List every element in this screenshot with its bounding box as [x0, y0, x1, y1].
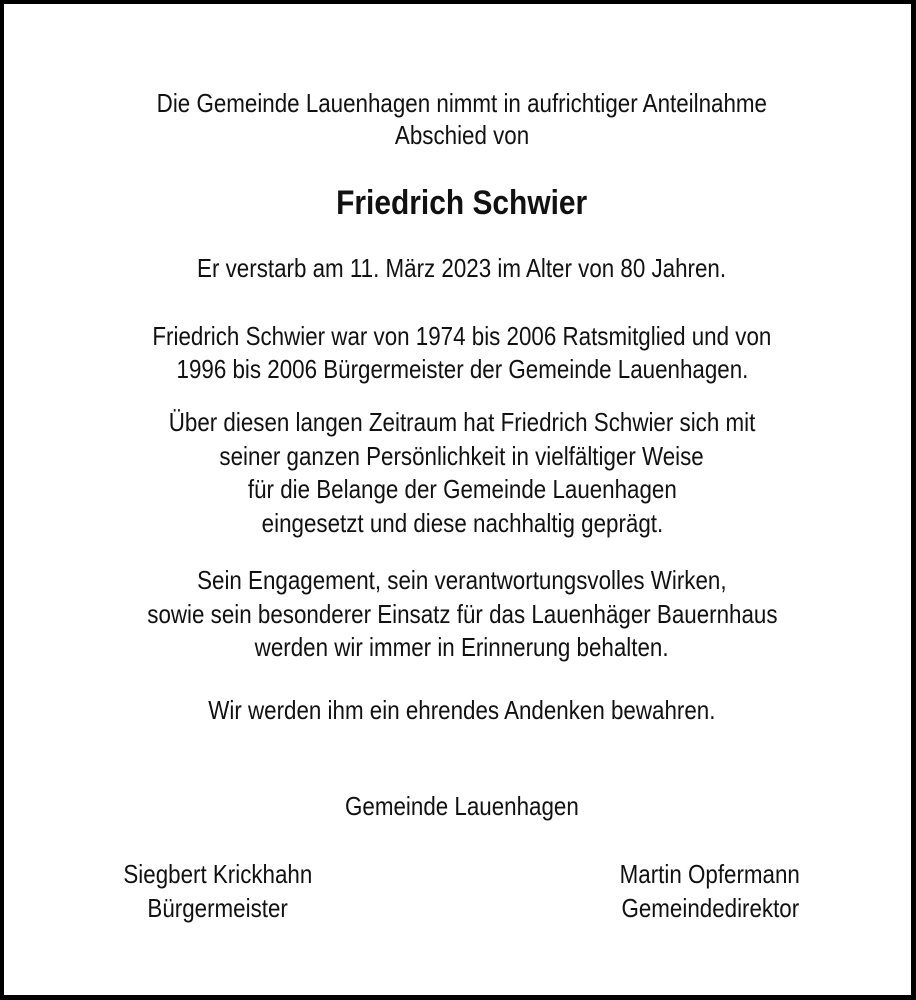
signatory-name: Martin Opfermann [619, 859, 801, 889]
death-line: Er verstarb am 11. März 2023 im Alter von 80 Jahren. [197, 253, 727, 283]
paragraph-line: seiner ganzen Persönlichkeit in vielfältiger Weise [219, 441, 705, 471]
paragraph-line: für die Belange der Gemeinde Lauenhagen [247, 474, 677, 504]
paragraph-line: werden wir immer in Erinnerung behalten. [255, 632, 669, 662]
paragraph-line: sowie sein besonderer Einsatz für das Lauenhäger Bauernhaus [146, 599, 778, 629]
paragraph-line: eingesetzt und diese nachhaltig geprägt. [261, 508, 663, 538]
paragraph-line: Sein Engagement, sein verantwortungsvolles Wirken, [197, 565, 727, 595]
intro-line: Die Gemeinde Lauenhagen nimmt in aufrichtiger Anteilnahme [156, 88, 768, 118]
intro-line: Abschied von [394, 120, 530, 150]
paragraph-line: Friedrich Schwier war von 1974 bis 2006 Ratsmitglied und von [152, 321, 772, 351]
organization-name: Gemeinde Lauenhagen [345, 791, 579, 821]
closing-line: Wir werden ihm ein ehrendes Andenken bewahren. [208, 695, 716, 725]
signatory-title: Bürgermeister [147, 893, 289, 923]
signatory-name: Siegbert Krickhahn [123, 859, 313, 889]
deceased-name: Friedrich Schwier [336, 184, 588, 222]
paragraph-line: Über diesen langen Zeitraum hat Friedrich Schwier sich mit [168, 407, 756, 437]
signatory-title: Gemeindedirektor [621, 893, 799, 923]
paragraph-line: 1996 bis 2006 Bürgermeister der Gemeinde Lauenhagen. [176, 354, 748, 384]
